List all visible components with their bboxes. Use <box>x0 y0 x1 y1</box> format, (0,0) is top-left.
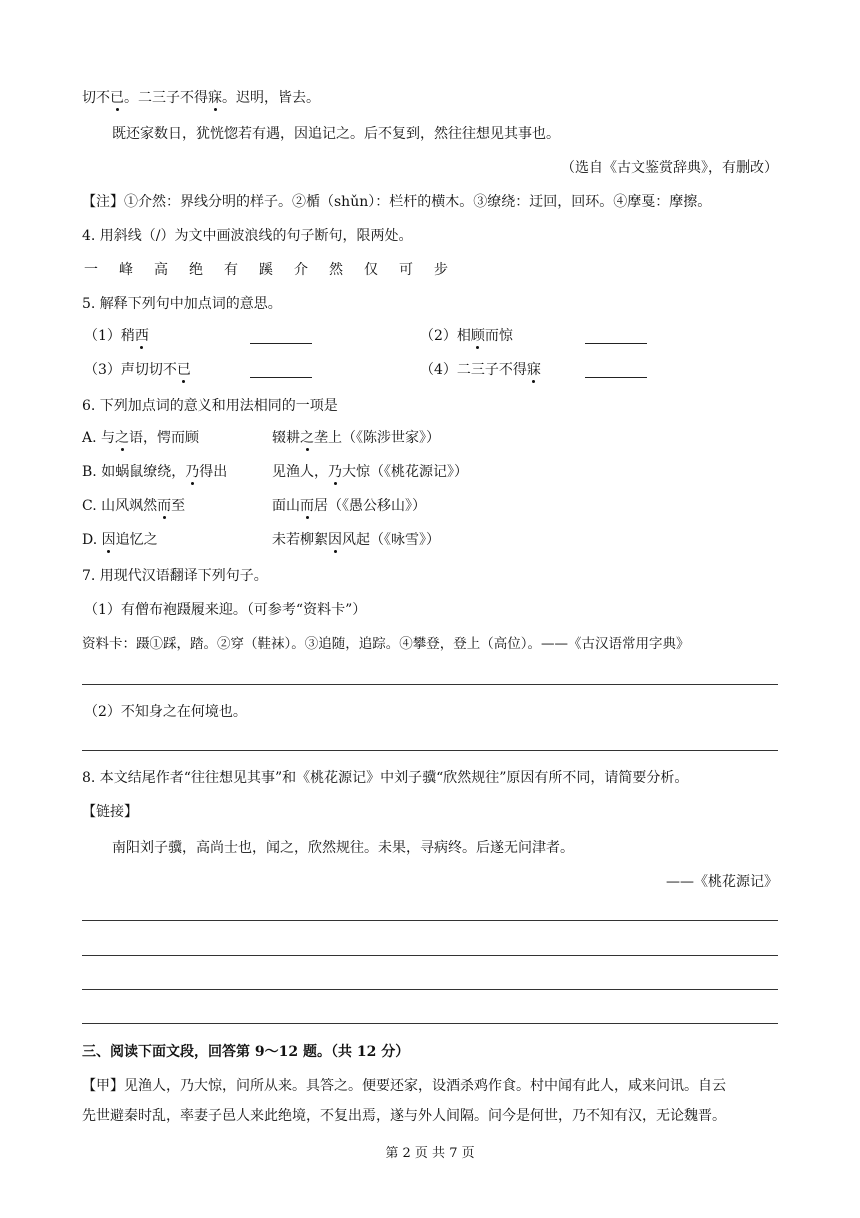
q6-option-a-left[interactable] <box>82 428 199 448</box>
q8-link-title: 【链接】 <box>82 804 138 820</box>
q6-option-c-left[interactable] <box>82 496 185 516</box>
q5-answer-blank-3[interactable] <box>250 363 312 378</box>
text-segment: C. 山风飒然 <box>82 498 158 514</box>
q7-sentence-1: （1）有僧布袍蹑履来迎。（可参考“资料卡”） <box>84 602 367 618</box>
q8-link-source: ——《桃花源记》 <box>666 874 778 890</box>
q6-option-d-left[interactable] <box>82 530 158 550</box>
q6-option-b-left[interactable] <box>82 462 227 482</box>
text-segment: 切不 <box>82 90 110 106</box>
text-segment: （2）相 <box>420 328 471 344</box>
q5-stem: 5. 解释下列句中加点词的意思。 <box>82 296 282 312</box>
dotted-word: 乃 <box>185 464 200 480</box>
dotted-word: 已 <box>176 362 191 378</box>
q8-answer-line-1[interactable] <box>82 920 778 921</box>
dotted-word: 顾 <box>470 328 485 344</box>
text-segment: （1）稍 <box>84 328 135 344</box>
q4-sentence: 一峰高绝有蹊介然仅可步 <box>84 262 469 278</box>
q7-answer-line-2[interactable] <box>82 750 778 751</box>
text-segment: 。迟明，皆去。 <box>222 90 320 106</box>
text-segment: 未若柳絮 <box>272 532 328 548</box>
text-segment: 面山 <box>272 498 300 514</box>
q6-option-d-right <box>272 530 440 550</box>
text-segment: 辍耕 <box>272 430 300 446</box>
q6-stem: 6. 下列加点词的意义和用法相同的一项是 <box>82 398 338 414</box>
passage-source: （选自《古文鉴赏辞典》，有删改） <box>561 160 778 176</box>
passage-notes: 【注】①介然：界线分明的样子。②楯（shǔn）：栏杆的横木。③缭绕：迂回，回环。④摩戛：摩擦。 <box>82 194 712 210</box>
text-segment: 垄上（《陈涉世家》） <box>314 430 440 446</box>
q6-option-c-right <box>272 496 426 516</box>
text-segment: 得出 <box>199 464 228 480</box>
text-segment: 。二三子不得 <box>124 90 208 106</box>
text-segment: 风起（《咏雪》） <box>342 532 440 548</box>
q4-stem: 4. 用斜线（/）为文中画波浪线的句子断句，限两处。 <box>82 228 413 244</box>
dotted-word: 乃 <box>328 464 342 480</box>
section-3-heading: 三、阅读下面文段，回答第 9～12 题。（共 12 分） <box>82 1044 410 1060</box>
q5-answer-blank-2[interactable] <box>585 329 647 344</box>
text-segment: 大惊（《桃花源记》） <box>342 464 468 480</box>
text-segment: 追忆之 <box>115 532 158 548</box>
q5-answer-blank-4[interactable] <box>585 363 647 378</box>
dotted-word: 而 <box>300 498 314 514</box>
passage-line-2: 既还家数日，犹恍惚若有遇，因追记之。后不复到，然往往想见其事也。 <box>112 126 560 142</box>
q5-item-4 <box>420 360 541 380</box>
q7-resource-card: 资料卡：蹑①踩，踏。②穿（鞋袜）。③追随，追踪。④攀登，登上（高位）。——《古汉语常用字典》 <box>82 636 690 652</box>
dotted-word: 而 <box>157 498 172 514</box>
q7-stem: 7. 用现代汉语翻译下列句子。 <box>82 568 268 584</box>
text-segment: 至 <box>171 498 186 514</box>
text-segment: 见渔人， <box>272 464 328 480</box>
dotted-word: 因 <box>328 532 342 548</box>
q8-stem: 8. 本文结尾作者“往往想见其事”和《桃花源记》中刘子骥“欣然规往”原因有所不同，请简要分析。 <box>82 770 689 786</box>
text-segment: 而惊 <box>484 328 513 344</box>
q5-answer-blank-1[interactable] <box>250 329 312 344</box>
text-segment: 语，愕而顾 <box>129 430 200 446</box>
text-segment: A. 与 <box>82 430 116 446</box>
passage-line-1 <box>82 88 320 108</box>
q6-option-b-right <box>272 462 468 482</box>
section-3-paragraph-line-2: 先世避秦时乱，率妻子邑人来此绝境，不复出焉，遂与外人间隔。问今是何世，乃不知有汉，无论魏晋。 <box>82 1108 726 1124</box>
q7-sentence-2: （2）不知身之在何境也。 <box>84 704 247 720</box>
dotted-word: 西 <box>134 328 149 344</box>
q5-item-2 <box>420 326 513 346</box>
page-footer: 第 2 页 共 7 页 <box>385 1146 475 1161</box>
q6-option-a-right <box>272 428 440 448</box>
q8-link-text: 南阳刘子骥，高尚士也，闻之，欣然规往。未果，寻病终。后遂无问津者。 <box>112 840 574 856</box>
text-segment: （3）声切切不 <box>84 362 177 378</box>
dotted-word: 寐 <box>526 362 541 378</box>
q8-answer-line-4[interactable] <box>82 1023 778 1024</box>
text-segment: D. <box>82 532 102 548</box>
text-segment: （4）二三子不得 <box>420 362 527 378</box>
text-segment: B. 如蜗鼠缭绕， <box>82 464 186 480</box>
q5-item-1 <box>84 326 149 346</box>
q8-answer-line-2[interactable] <box>82 955 778 956</box>
q8-answer-line-3[interactable] <box>82 989 778 990</box>
dotted-word: 之 <box>300 430 314 446</box>
dotted-word: 之 <box>115 430 130 446</box>
q7-answer-line-1[interactable] <box>82 684 778 685</box>
section-3-paragraph-line-1: 【甲】见渔人，乃大惊，问所从来。具答之。便要还家，设酒杀鸡作食。村中闻有此人，咸来问讯。自云 <box>82 1078 726 1094</box>
dotted-word: 已 <box>110 90 124 106</box>
q5-item-3 <box>84 360 191 380</box>
text-segment: 居（《愚公移山》） <box>314 498 426 514</box>
dotted-word: 寐 <box>208 90 222 106</box>
dotted-word: 因 <box>101 532 116 548</box>
